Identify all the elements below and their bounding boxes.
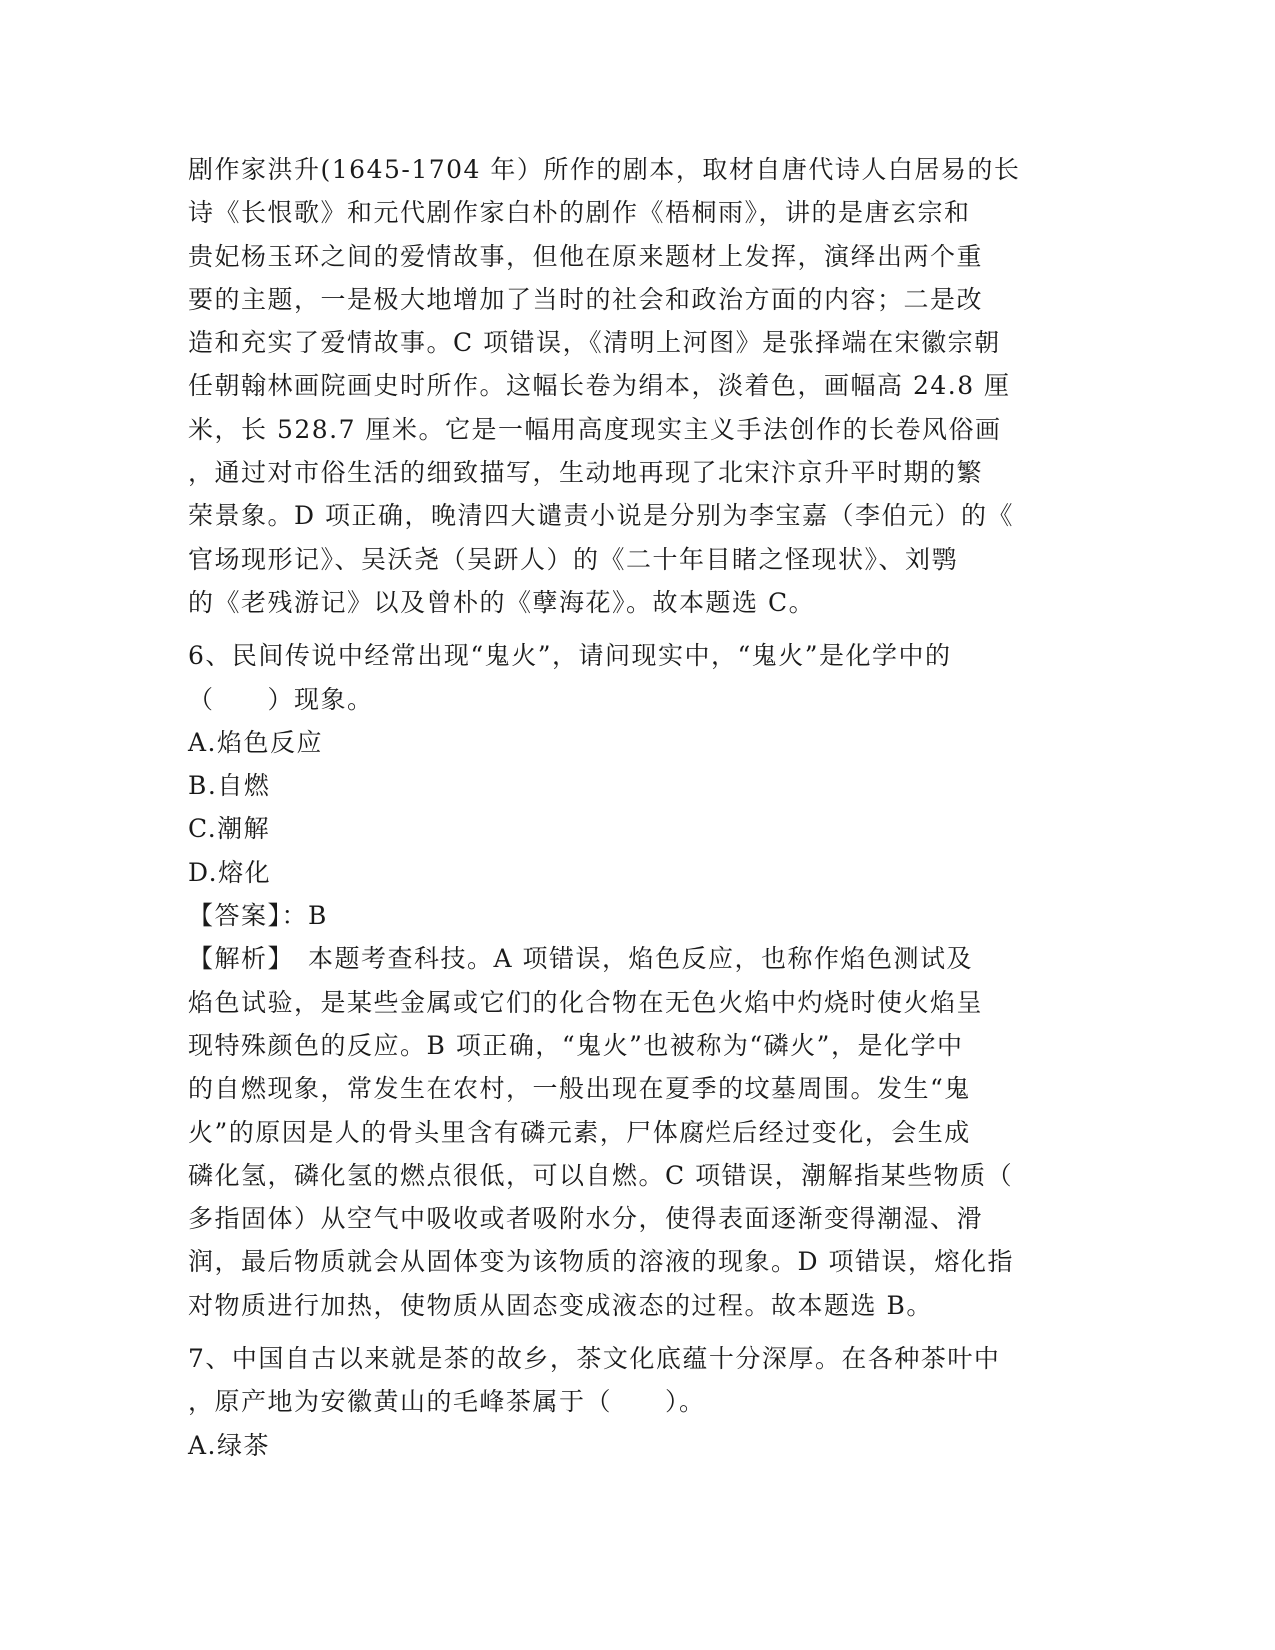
- question-stem: 6、民间传说中经常出现“鬼火”，请问现实中，“鬼火”是化学中的: [188, 641, 952, 671]
- answer-line: 【答案】：B: [188, 901, 328, 931]
- analysis-line: 多指固体）从空气中吸收或者吸附水分，使得表面逐渐变得潮湿、滑: [188, 1204, 984, 1234]
- analysis-line: 焰色试验，是某些金属或它们的化合物在无色火焰中灼烧时使火焰呈: [188, 987, 984, 1017]
- text-line: 贵妃杨玉环之间的爱情故事，但他在原来题材上发挥，演绎出两个重: [188, 241, 984, 271]
- text-line: 剧作家洪升(1645-1704 年）所作的剧本，取材自唐代诗人白居易的长: [188, 155, 1021, 184]
- option-b: B.自燃: [188, 771, 271, 801]
- text-line: 要的主题，一是极大地增加了当时的社会和政治方面的内容；二是改: [188, 284, 984, 314]
- previous-analysis-continuation: [188, 148, 1088, 624]
- text-line: 官场现形记》、吴沃尧（吴趼人）的《二十年目睹之怪现状》、刘鹗: [188, 544, 959, 574]
- text-line: 荣景象。D 项正确，晚清四大谴责小说是分别为李宝嘉（李伯元）的《: [188, 501, 1014, 531]
- analysis-line: 磷化氢，磷化氢的燃点很低，可以自燃。C 项错误，潮解指某些物质（: [188, 1160, 1014, 1190]
- analysis-line: 润，最后物质就会从固体变为该物质的溶液的现象。D 项错误，熔化指: [188, 1247, 1014, 1277]
- document-content: [188, 148, 1088, 1467]
- question-stem: ，原产地为安徽黄山的毛峰茶属于（ ）。: [188, 1387, 706, 1417]
- text-line: 的《老残游记》以及曾朴的《孽海花》。故本题选 C。: [188, 587, 816, 617]
- text-line: 诗《长恨歌》和元代剧作家白朴的剧作《梧桐雨》，讲的是唐玄宗和: [188, 198, 971, 228]
- question-stem: （ ）现象。: [188, 684, 374, 714]
- text-line: 任朝翰林画院画史时所作。这幅长卷为绢本，淡着色，画幅高 24.8 厘: [188, 371, 1011, 401]
- question-stem: 7、中国自古以来就是茶的故乡，茶文化底蕴十分深厚。在各种茶叶中: [188, 1344, 1001, 1374]
- option-c: C.潮解: [188, 814, 271, 844]
- option-d: D.熔化: [188, 857, 272, 887]
- option-a: A.焰色反应: [188, 727, 324, 757]
- text-line: 造和充实了爱情故事。C 项错误，《清明上河图》是张择端在宋徽宗朝: [188, 328, 1001, 358]
- text-line: ，通过对市俗生活的细致描写，生动地再现了北宋汴京升平时期的繁: [188, 458, 984, 488]
- text-line: 米，长 528.7 厘米。它是一幅用高度现实主义手法创作的长卷风俗画: [188, 414, 1002, 444]
- analysis-line: 火”的原因是人的骨头里含有磷元素，尸体腐烂后经过变化，会生成: [188, 1117, 971, 1147]
- analysis-line: 【解析】 本题考查科技。A 项错误，焰色反应，也称作焰色测试及: [188, 944, 974, 974]
- analysis-line: 的自燃现象，常发生在农村，一般出现在夏季的坟墓周围。发生“鬼: [188, 1074, 971, 1104]
- question-7: [188, 1337, 1088, 1467]
- analysis-line: 现特殊颜色的反应。B 项正确，“鬼火”也被称为“磷火”，是化学中: [188, 1030, 964, 1060]
- question-6: [188, 634, 1088, 1327]
- option-a: A.绿茶: [188, 1430, 271, 1460]
- analysis-line: 对物质进行加热，使物质从固态变成液态的过程。故本题选 B。: [188, 1290, 933, 1320]
